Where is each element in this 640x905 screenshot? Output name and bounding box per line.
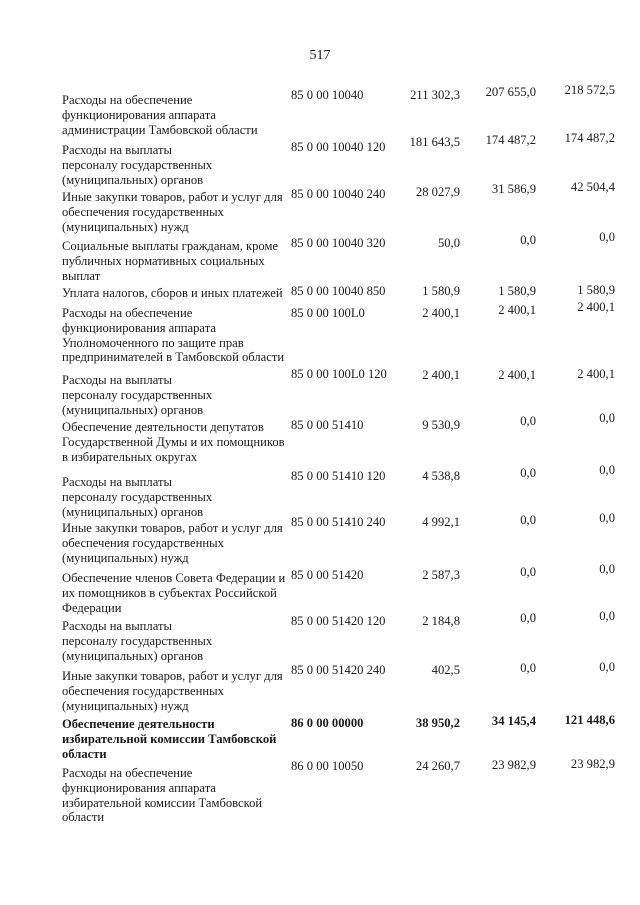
row-code: 85 0 00 10040 320 xyxy=(291,236,386,250)
row-name-line: Расходы на выплаты xyxy=(62,475,172,489)
row-value-2: 207 655,0 xyxy=(485,85,536,99)
row-name-line: Расходы на обеспечение xyxy=(62,93,193,107)
row-name-line: Обеспечение деятельности депутатов xyxy=(62,420,264,434)
row-name-line: Расходы на выплаты xyxy=(62,143,172,157)
row-value-3: 42 504,4 xyxy=(570,180,615,194)
row-code: 85 0 00 10040 120 xyxy=(291,140,386,154)
row-value-3: 0,0 xyxy=(599,660,615,674)
row-name-line: Иные закупки товаров, работ и услуг для xyxy=(62,190,283,204)
row-name-line: (муниципальных) нужд xyxy=(62,698,189,713)
row-code: 85 0 00 51420 120 xyxy=(291,614,386,628)
row-value-3: 1 580,9 xyxy=(577,283,615,297)
row-code: 85 0 00 10040 xyxy=(291,88,364,102)
row-name-line: функционирования аппарата xyxy=(62,320,216,335)
row-name-line: области xyxy=(62,746,107,761)
row-name-line: (муниципальных) органов xyxy=(62,648,204,663)
row-name-line: в избирательных округах xyxy=(62,449,198,464)
row-name xyxy=(62,306,288,365)
row-value-2: 0,0 xyxy=(520,565,536,579)
row-name-line: Обеспечение деятельности xyxy=(62,717,215,731)
row-name xyxy=(62,766,288,825)
row-name-line: Государственной Думы и их помощников xyxy=(62,434,285,449)
row-name-line: их помощников в субъектах Российской xyxy=(62,585,277,600)
row-value-2: 0,0 xyxy=(520,414,536,428)
row-value-1: 2 400,1 xyxy=(422,306,460,320)
row-value-3: 0,0 xyxy=(599,511,615,525)
row-value-1: 38 950,2 xyxy=(415,716,460,730)
row-code: 85 0 00 51410 240 xyxy=(291,515,386,529)
row-value-3: 121 448,6 xyxy=(564,713,615,727)
row-name xyxy=(62,93,288,137)
row-name xyxy=(62,420,288,464)
row-name-line: Расходы на выплаты xyxy=(62,619,172,633)
row-value-2: 0,0 xyxy=(520,513,536,527)
row-code: 85 0 00 51410 120 xyxy=(291,469,386,483)
row-name-line: персоналу государственных xyxy=(62,157,213,172)
row-value-1: 2 587,3 xyxy=(422,568,460,582)
row-value-1: 4 992,1 xyxy=(422,515,460,529)
row-value-2: 23 982,9 xyxy=(491,758,536,772)
row-name-line: персоналу государственных xyxy=(62,387,213,402)
row-value-3: 0,0 xyxy=(599,609,615,623)
row-code: 86 0 00 00000 xyxy=(291,716,364,730)
row-code: 85 0 00 10040 850 xyxy=(291,284,386,298)
row-value-1: 181 643,5 xyxy=(409,135,460,149)
row-value-1: 402,5 xyxy=(431,663,460,677)
row-code: 85 0 00 10040 240 xyxy=(291,187,386,201)
row-name-line: (муниципальных) органов xyxy=(62,172,204,187)
row-value-2: 0,0 xyxy=(520,233,536,247)
row-name xyxy=(62,475,288,519)
row-name xyxy=(62,521,288,565)
row-value-2: 0,0 xyxy=(520,466,536,480)
row-name-line: Уполномоченного по защите прав xyxy=(62,335,244,350)
row-name xyxy=(62,373,288,417)
row-value-1: 1 580,9 xyxy=(422,284,460,298)
row-value-2: 2 400,1 xyxy=(498,303,536,317)
row-code: 85 0 00 100L0 xyxy=(291,306,365,320)
row-name xyxy=(62,190,288,234)
row-value-2: 174 487,2 xyxy=(485,133,536,147)
row-name-line: обеспечения государственных xyxy=(62,683,224,698)
row-value-1: 28 027,9 xyxy=(415,185,460,199)
row-code: 85 0 00 51420 xyxy=(291,568,364,582)
row-name-line: персоналу государственных xyxy=(62,489,213,504)
row-value-1: 2 400,1 xyxy=(422,368,460,382)
row-value-2: 0,0 xyxy=(520,661,536,675)
row-name-line: (муниципальных) нужд xyxy=(62,219,189,234)
row-name-line: публичных нормативных социальных xyxy=(62,253,265,268)
row-value-3: 0,0 xyxy=(599,463,615,477)
row-name-line: Федерации xyxy=(62,600,122,615)
row-name-line: Уплата налогов, сборов и иных платежей xyxy=(62,286,283,300)
row-value-3: 2 400,1 xyxy=(577,300,615,314)
row-name-line: (муниципальных) нужд xyxy=(62,550,189,565)
row-value-3: 174 487,2 xyxy=(564,131,615,145)
row-name-line: Обеспечение членов Совета Федерации и xyxy=(62,571,286,585)
row-code: 85 0 00 100L0 120 xyxy=(291,367,387,381)
row-name-line: Расходы на обеспечение xyxy=(62,766,193,780)
row-code: 85 0 00 51420 240 xyxy=(291,663,386,677)
row-name-line: Расходы на обеспечение xyxy=(62,306,193,320)
row-value-1: 24 260,7 xyxy=(415,759,460,773)
row-name-line: обеспечения государственных xyxy=(62,204,224,219)
row-value-1: 4 538,8 xyxy=(422,469,460,483)
row-name-line: администрации Тамбовской области xyxy=(62,122,258,137)
row-value-1: 2 184,8 xyxy=(422,614,460,628)
row-name-line: избирательной комиссии Тамбовской xyxy=(62,731,277,746)
row-name-line: функционирования аппарата xyxy=(62,780,216,795)
row-name-line: избирательной комиссии Тамбовской xyxy=(62,795,263,810)
row-name-line: функционирования аппарата xyxy=(62,107,216,122)
row-code: 85 0 00 51410 xyxy=(291,418,364,432)
row-name-line: (муниципальных) органов xyxy=(62,402,204,417)
row-code: 86 0 00 10050 xyxy=(291,759,364,773)
row-name-line: Социальные выплаты гражданам, кроме xyxy=(62,239,279,253)
row-value-3: 218 572,5 xyxy=(564,83,615,97)
page-number: 517 xyxy=(309,48,331,63)
row-name-line: области xyxy=(62,810,105,825)
row-name-line: выплат xyxy=(62,268,101,283)
row-name xyxy=(62,619,288,663)
row-name xyxy=(62,143,288,187)
row-name xyxy=(62,239,288,283)
row-value-2: 31 586,9 xyxy=(491,182,536,196)
row-name-line: предпринимателей в Тамбовской области xyxy=(62,350,285,365)
row-value-3: 0,0 xyxy=(599,411,615,425)
row-name-line: персоналу государственных xyxy=(62,633,213,648)
row-value-3: 0,0 xyxy=(599,230,615,244)
row-name xyxy=(62,286,288,301)
row-value-1: 50,0 xyxy=(437,236,460,250)
row-name xyxy=(62,571,288,615)
row-value-1: 9 530,9 xyxy=(422,418,460,432)
row-name-line: Расходы на выплаты xyxy=(62,373,172,387)
row-value-3: 2 400,1 xyxy=(577,367,615,381)
row-name xyxy=(62,717,288,761)
row-value-2: 1 580,9 xyxy=(498,284,536,298)
row-value-2: 0,0 xyxy=(520,611,536,625)
row-name-line: (муниципальных) органов xyxy=(62,504,204,519)
row-value-3: 0,0 xyxy=(599,562,615,576)
row-name-line: Иные закупки товаров, работ и услуг для xyxy=(62,521,283,535)
row-name-line: обеспечения государственных xyxy=(62,535,224,550)
row-name-line: Иные закупки товаров, работ и услуг для xyxy=(62,669,283,683)
row-value-2: 34 145,4 xyxy=(491,714,536,728)
row-value-2: 2 400,1 xyxy=(498,368,536,382)
row-value-3: 23 982,9 xyxy=(570,757,615,771)
row-value-1: 211 302,3 xyxy=(410,88,460,102)
row-name xyxy=(62,669,288,713)
